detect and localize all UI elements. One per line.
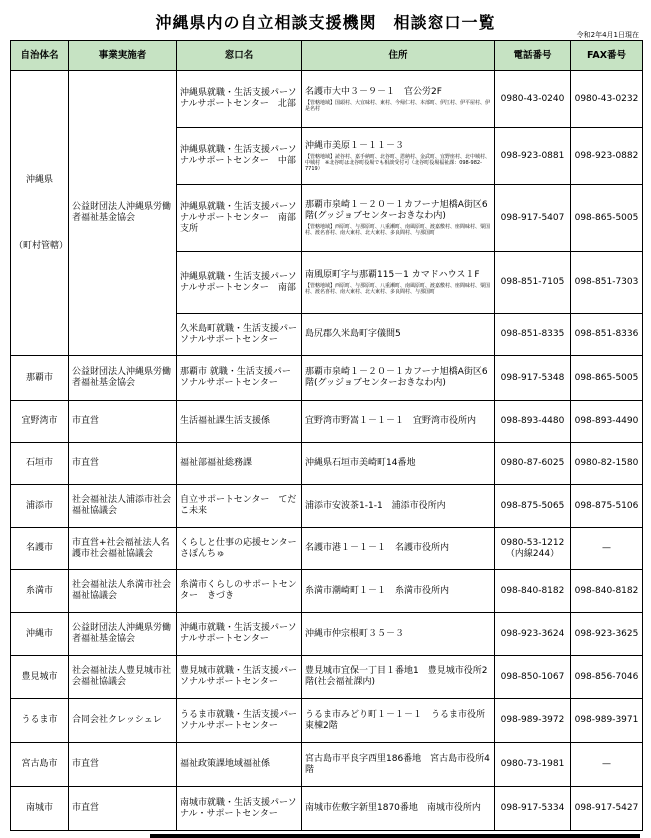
address-text: 沖縄市美原１－１１－３ — [305, 140, 405, 151]
municipality-cell: 石垣市 — [11, 443, 69, 485]
bottom-border — [150, 834, 640, 838]
header-tel: 電話番号 — [495, 41, 571, 71]
address-cell: 宜野湾市野嵩１－１－１ 宜野湾市役所内 — [302, 401, 495, 443]
tel-cell: 0980-43-0240 — [495, 71, 571, 128]
fax-cell: 098-923-3625 — [571, 613, 643, 656]
municipality-cell: 那覇市 — [11, 356, 69, 401]
fax-cell: 098-989-3971 — [571, 699, 643, 743]
operator-cell: 社会福祉法人浦添市社会福祉協議会 — [69, 485, 177, 528]
operator-cell: 社会福祉法人糸満市社会福祉協議会 — [69, 570, 177, 613]
operator-cell: 公益財団法人沖縄県労働者福祉基金協会 — [69, 356, 177, 401]
address-cell — [302, 252, 495, 314]
window-cell: 沖縄市就職・生活支援パーソナルサポートセンター — [177, 613, 302, 656]
tel-number: 098-840-8182 — [500, 585, 565, 596]
window-cell: 沖縄県就職・生活支援パーソナルサポートセンター 南部 — [177, 252, 302, 314]
operator-cell: 公益財団法人沖縄県労働者福祉基金協会 — [69, 71, 177, 356]
tel-cell — [495, 485, 571, 528]
municipality-cell: 糸満市 — [11, 570, 69, 613]
tel-cell — [495, 443, 571, 485]
municipality-cell — [11, 71, 69, 356]
municipality-cell: 豊見城市 — [11, 656, 69, 699]
fax-cell: — — [571, 528, 643, 570]
tel-extension: （内線244） — [505, 548, 560, 559]
header-municipality: 自治体名 — [11, 41, 69, 71]
window-cell: 糸満市くらしのサポートセンター きづき — [177, 570, 302, 613]
address-cell: 南城市佐敷字新里1870番地 南城市役所内 — [302, 787, 495, 831]
operator-cell: 市直営 — [69, 743, 177, 787]
tel-cell: 098-917-5407 — [495, 185, 571, 252]
fax-cell: 098-875-5106 — [571, 485, 643, 528]
fax-cell: 098-856-7046 — [571, 656, 643, 699]
table-row — [11, 401, 643, 443]
window-cell: 久米島町就職・生活支援パーソナルサポートセンター — [177, 314, 302, 356]
tel-number: 098-989-3972 — [500, 715, 565, 725]
fax-cell: 098-851-7303 — [571, 252, 643, 314]
municipality-cell: 浦添市 — [11, 485, 69, 528]
operator-cell: 市直営 — [69, 787, 177, 831]
tel-number: 098-917-5334 — [500, 803, 565, 813]
tel-number: 098-875-5065 — [500, 500, 565, 511]
window-cell: 沖縄県就職・生活支援パーソナルサポートセンター 北部 — [177, 71, 302, 128]
table-row — [11, 613, 643, 656]
page-title: 沖縄県内の自立相談支援機関 相談窓口一覧 — [155, 13, 496, 32]
fax-cell: 098-865-5005 — [571, 185, 643, 252]
address-cell: 糸満市潮崎町１－１ 糸満市役所内 — [302, 570, 495, 613]
header-window: 窓口名 — [177, 41, 302, 71]
municipality-name: 沖縄県 — [25, 174, 53, 185]
fax-cell: 098-923-0882 — [571, 128, 643, 185]
header-fax: FAX番号 — [571, 41, 643, 71]
table-row — [11, 787, 643, 831]
window-cell: 那覇市 就職・生活支援パーソナルサポートセンター — [177, 356, 302, 401]
jurisdiction-note: 【管轄地域】国頭村、大宜味村、東村、今帰仁村、本部町、伊江村、伊平屋村、伊是名村 — [305, 99, 491, 112]
municipality-sub: （町村管轄） — [14, 240, 69, 251]
jurisdiction-note: 【管轄地域】読谷村、嘉手納町、北谷町、恩納村、金武町、宜野座村、北中城村、中城村 ※北谷町は北谷町役場でも相談受付可（北谷町役場福祉課：098-982-7719） — [305, 153, 491, 172]
address-cell: 名護市港１－１－１ 名護市役所内 — [302, 528, 495, 570]
fax-cell: 098-917-5427 — [571, 787, 643, 831]
window-cell: 沖縄県就職・生活支援パーソナルサポートセンター 中部 — [177, 128, 302, 185]
fax-cell: 098-865-5005 — [571, 356, 643, 401]
fax-cell: — — [571, 743, 643, 787]
fax-cell: 0980-82-1580 — [571, 443, 643, 485]
address-cell: 那覇市泉崎１－２０－１カフーナ旭橋A街区6階(グッジョブセンターおきなわ内) — [302, 356, 495, 401]
table-row — [11, 570, 643, 613]
window-cell: 自立サポートセンター てだこ未来 — [177, 485, 302, 528]
address-cell: 沖縄県石垣市美崎町14番地 — [302, 443, 495, 485]
address-cell: 島尻郡久米島町字儀間5 — [302, 314, 495, 356]
tel-cell — [495, 656, 571, 699]
municipality-cell: 南城市 — [11, 787, 69, 831]
address-cell — [302, 185, 495, 252]
tel-cell — [495, 401, 571, 443]
municipality-cell: 宮古島市 — [11, 743, 69, 787]
address-text: 南風原町字与那覇115－1 カマドハウス１F — [305, 270, 480, 280]
tel-cell: 098-851-8335 — [495, 314, 571, 356]
address-cell: 豊見城市宜保一丁目１番地1 豊見城市役所2階(社会福祉課内) — [302, 656, 495, 699]
address-text: 那覇市泉崎１－２０－１カフーナ旭橋A街区6階(グッジョブセンターおきなわ内) — [305, 200, 488, 221]
municipality-cell: 名護市 — [11, 528, 69, 570]
table-row — [11, 71, 643, 128]
tel-cell — [495, 528, 571, 570]
tel-number: 098-917-5348 — [500, 372, 565, 383]
address-cell — [302, 71, 495, 128]
address-cell: 宮古島市平良字西里186番地 宮古島市役所4階 — [302, 743, 495, 787]
operator-cell: 市直営 — [69, 443, 177, 485]
tel-number: 0980-53-1212 — [500, 537, 565, 548]
tel-cell — [495, 570, 571, 613]
table-row — [11, 743, 643, 787]
fax-cell: 0980-43-0232 — [571, 71, 643, 128]
header-row — [11, 41, 643, 71]
as-of-date: 令和2年4月1日現在 — [576, 31, 639, 39]
fax-cell: 098-840-8182 — [571, 570, 643, 613]
jurisdiction-note: 【管轄地域】西原町、与那原町、八重瀬町、南風原町、渡嘉敷村、座間味村、粟国村、渡名喜村、南大東村、北大東村、多良間村、与那国町 — [305, 283, 491, 295]
municipality-cell: 沖縄市 — [11, 613, 69, 656]
tel-cell — [495, 787, 571, 831]
fax-cell: 098-851-8336 — [571, 314, 643, 356]
window-cell: 福祉部福祉総務課 — [177, 443, 302, 485]
window-cell: 豊見城市就職・生活支援パーソナルサポートセンター — [177, 656, 302, 699]
window-cell: 沖縄県就職・生活支援パーソナルサポートセンター 南部支所 — [177, 185, 302, 252]
table-row — [11, 443, 643, 485]
operator-cell: 公益財団法人沖縄県労働者福祉基金協会 — [69, 613, 177, 656]
table-row — [11, 656, 643, 699]
tel-cell: 098-923-0881 — [495, 128, 571, 185]
table-row — [11, 356, 643, 401]
jurisdiction-note: 【管轄地域】西原町、与那原町、八重瀬町、南風原町、渡嘉敷村、座間味村、粟国村、渡名喜村、南大東村、北大東村、多良間村、与那国町 — [305, 224, 491, 236]
address-cell: うるま市みどり町１－１－１ うるま市役所東棟2階 — [302, 699, 495, 743]
header-address: 住所 — [302, 41, 495, 71]
table-row — [11, 528, 643, 570]
address-cell: 沖縄市仲宗根町３５－３ — [302, 613, 495, 656]
table-row — [11, 485, 643, 528]
header-operator: 事業実施者 — [69, 41, 177, 71]
tel-number: 098-893-4480 — [500, 416, 565, 426]
tel-cell — [495, 699, 571, 743]
tel-cell: 098-851-7105 — [495, 252, 571, 314]
tel-cell — [495, 743, 571, 787]
tel-cell — [495, 356, 571, 401]
municipality-cell: 宜野湾市 — [11, 401, 69, 443]
tel-number: 0980-73-1981 — [500, 759, 565, 769]
consultation-table — [10, 40, 643, 831]
tel-number: 098-923-3624 — [500, 628, 565, 639]
window-cell: 南城市就職・生活支援パーソナル・サポートセンター — [177, 787, 302, 831]
tel-cell — [495, 613, 571, 656]
operator-cell: 市直営+社会福祉法人名護市社会福祉協議会 — [69, 528, 177, 570]
tel-number: 0980-87-6025 — [500, 458, 565, 468]
municipality-cell: うるま市 — [11, 699, 69, 743]
table-row — [11, 699, 643, 743]
address-cell: 浦添市安波茶1-1-1 浦添市役所内 — [302, 485, 495, 528]
window-cell: 福祉政策課地域福祉係 — [177, 743, 302, 787]
window-cell: くらしと仕事の応援センター さぽんちゅ — [177, 528, 302, 570]
address-cell — [302, 128, 495, 185]
operator-cell: 社会福祉法人豊見城市社会福祉協議会 — [69, 656, 177, 699]
address-text: 名護市大中３－９－１ 官公労2F — [305, 86, 442, 97]
operator-cell: 合同会社クレッシェレ — [69, 699, 177, 743]
fax-cell: 098-893-4490 — [571, 401, 643, 443]
window-cell: うるま市就職・生活支援パーソナルサポートセンター — [177, 699, 302, 743]
tel-number: 098-850-1067 — [500, 671, 565, 682]
operator-cell: 市直営 — [69, 401, 177, 443]
window-cell: 生活福祉課生活支援係 — [177, 401, 302, 443]
